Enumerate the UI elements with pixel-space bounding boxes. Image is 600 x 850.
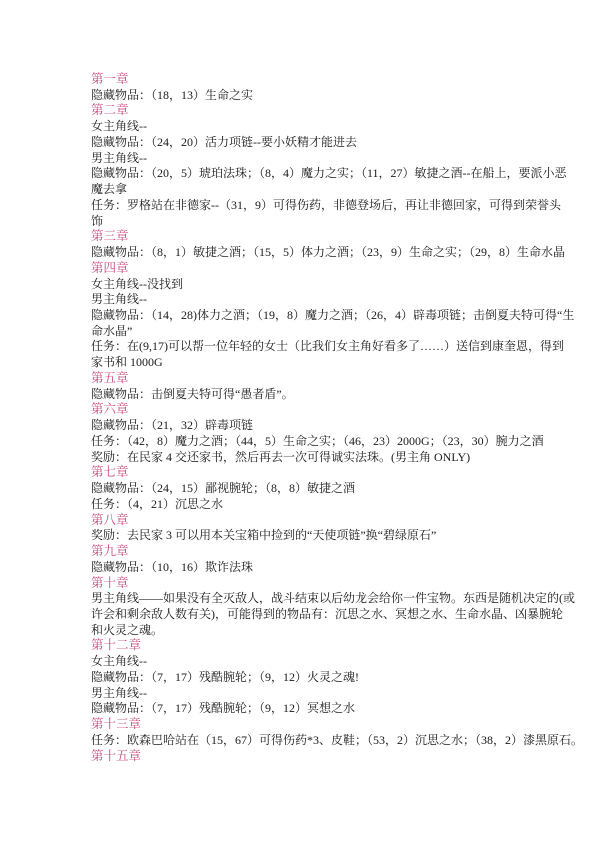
text-line: 隐藏物品：（14，28)体力之酒；（19，8）魔力之酒；（26，4）辟毒项链；击倒夏夫特可得“生 [91, 308, 575, 323]
chapter-heading: 第一章 [91, 72, 129, 86]
text-line: 隐藏物品：（10，16）欺诈法珠 [91, 559, 254, 574]
chapter-heading: 第三章 [91, 229, 129, 244]
chapter-heading: 第十三章 [91, 717, 142, 732]
chapter-heading: 第二章 [91, 103, 129, 118]
chapter-section [91, 103, 567, 229]
text-line: 女主角线-- [91, 654, 147, 669]
text-line: 男主角线-- [91, 685, 147, 700]
text-line: 女主角线--没找到 [91, 276, 183, 291]
text-line: 女主角线-- [91, 119, 147, 134]
chapter-heading: 第十五章 [91, 748, 142, 763]
text-line: 男主角线——如果没有全灭敌人，战斗结束以后幼龙会给你一件宝物。东西是随机决定的(或 [91, 591, 575, 606]
text-line: 隐藏物品：（7，17）残酷腕轮；（9，12）冥想之水 [91, 701, 356, 716]
text-line: 男主角线-- [91, 150, 147, 165]
chapter-heading: 第八章 [91, 512, 129, 527]
chapter-section [91, 749, 531, 765]
text-line: 任务：罗格站在非德家--（31，9）可得伤药，非德登场后，再让非德回家，可得到荣誉头 [91, 197, 561, 212]
chapter-section [91, 371, 531, 402]
chapter-section [91, 575, 575, 639]
text-line: 奖励：去民家 3 可以用本关宝箱中捡到的“天使项链”换“碧绿原石” [91, 528, 437, 543]
text-line: 男主角线-- [91, 292, 147, 307]
text-line: 隐藏物品：（20，5）琥珀法珠；（8，4）魔力之实；（11，27）敏捷之酒--在船上，要派小恶 [91, 166, 567, 181]
chapter-section [91, 544, 531, 575]
text-line: 隐藏物品：（24，20）活力项链--要小妖精才能进去 [91, 134, 357, 149]
chapter-section [91, 72, 531, 103]
text-line: 隐藏物品：（24，15）鄙视腕轮；（8，8）敏捷之酒 [91, 481, 356, 496]
chapter-section [91, 402, 544, 465]
chapter-heading: 第五章 [91, 370, 129, 385]
chapter-heading: 第十二章 [91, 638, 142, 653]
chapter-section [91, 465, 531, 512]
text-line: 隐藏物品：击倒夏夫特可得“愚者盾”。 [91, 386, 294, 401]
text-line: 和火灵之魂。 [91, 622, 164, 637]
text-line: 隐藏物品：（21，32）辟毒项链 [91, 418, 254, 433]
document-page [91, 72, 584, 764]
chapter-section [91, 717, 584, 748]
text-line: 许会和剩余敌人数有关)，可能得到的物品有：沉思之水、冥想之水、生命水晶、凶暴腕轮 [91, 606, 563, 621]
chapter-section [91, 513, 531, 544]
text-line: 隐藏物品：（18，13）生命之实 [91, 87, 254, 102]
text-line: 隐藏物品：（8，1）敏捷之酒；（15，5）体力之酒；（23，9）生命之实；（29，8）生命水晶 [91, 245, 566, 260]
chapter-section [91, 638, 531, 717]
chapter-section [91, 260, 575, 371]
text-line: 任务：（4，21）沉思之水 [91, 496, 224, 511]
text-line: 任务：欧森巴哈站在（15，67）可得伤药*3、皮鞋；（53，2）沉思之水；（38，2）漆黑原石。 [91, 732, 584, 747]
text-line: 任务：在(9,17)可以帮一位年轻的女士（比我们女主角好看多了……）送信到康奎恩，得到 [91, 339, 564, 354]
text-line: 饰 [91, 213, 104, 228]
text-line: 奖励：在民家 4 交还家书，然后再去一次可得诚实法珠。(男主角 ONLY) [91, 449, 471, 464]
chapter-heading: 第七章 [91, 465, 129, 480]
chapter-section [91, 229, 566, 260]
text-line: 家书和 1000G [91, 355, 163, 370]
text-line: 魔去拿 [91, 182, 128, 197]
chapter-heading: 第四章 [91, 260, 129, 275]
text-line: 命水晶” [91, 323, 133, 338]
chapter-heading: 第十章 [91, 575, 129, 590]
text-line: 隐藏物品：（7，17）残酷腕轮；（9，12）火灵之魂! [91, 669, 359, 684]
chapter-heading: 第九章 [91, 544, 129, 559]
text-line: 任务：（42，8）魔力之酒；（44，5）生命之实；（46，23）2000G；（23，30）腕力之酒 [91, 433, 544, 448]
chapter-heading: 第六章 [91, 402, 129, 417]
